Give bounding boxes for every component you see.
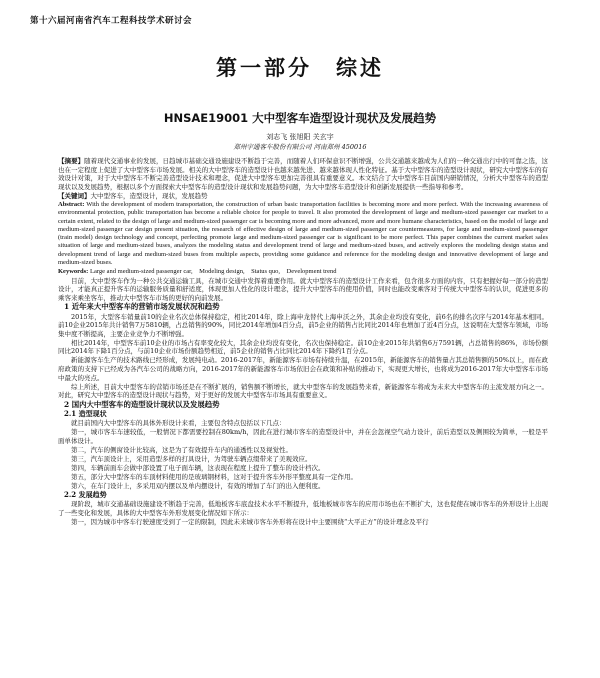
part-title: 第一部分 综述 (216, 55, 384, 80)
list-item: 第五，部分大中型客车的车顶材料使用的是玻璃钢材料，这对于提升客车外形平整度具有一定作用。 (71, 473, 357, 482)
section-2-heading: 2 国内大中型客车的造型设计现状以及发展趋势 (64, 399, 220, 409)
section-1-paragraph: 综上所述，目前大中型客车的营销市场还是在不断扩展的，销售额不断增长，就大中型客车的发展趋势来看，新能源客车将成为未来大中型客车的主流发展方向之一。对此，研究大中型客车的造型设计现状与趋势，对于更好的发展大中型客车市场具有重要意义。 (58, 382, 548, 400)
section-2-paragraph: 第一，因为城市中客车行驶速度受到了一定的限制，因此未来城市客车外形将在设计中主要围绕“大平正方”的设计理念及平行 (71, 518, 429, 527)
abstract-en-text: With the development of modern transportation, the construction of urban basic transportation facilities is becoming more and more perfect. With the increasing awareness of environmental protection, public transportation has become a reliable choice for people to travel. It also promoted the development of large and medium-sized passenger car market to a certain extent, related to the design of large and medium-sized passenger car is becoming more and more advanced, more and more humane characteristics, based on the model of large and medium-sized passenger car design present situation, the research of effective design of large and medium-sized passenger car countermeasures, for large and medium-sized passenger (train model) design technology and concept, perfecting promote large and medium-sized passenger car is significant to be more perfect. This paper combines the current market sales situation of large and medium-sized buses, analyzes the modeling status and development trend of large and medium-sized buses, and actively explores the modeling design status and development trend of large and medium-sized buses from multiple aspects, providing some guidance and reference for the modeling design and innovative development of large and medium-sized buses. (58, 200, 548, 267)
abstract-en (58, 201, 548, 267)
keywords-en-text: Large and medium-sized passenger car, Modeling design, Status quo, Development trend (89, 267, 337, 275)
list-item: 第二，汽车的侧窗设计比较高，这是为了有效提升车内的通透性以及视觉性。 (71, 445, 292, 454)
keywords-cn-text: 大中型客车，造型设计，现状，发展趋势 (90, 191, 208, 200)
abstract-cn-text: 随着现代交通事业的发展，日趋城市基础交通设施建设不断趋于完善，而随着人们环保意识不断增强，公共交通越来越成为人们的一种交通出行中的可靠之选，这也在一定程度上促进了大中型客车市场发展。相关的大中型客车的造型设计也越来越先进、越来越体现人性化特征。基于大中型客车的造型设计现状，研究大中型客车的有效设计对策，对于大中型客车不断完善造型设计技术和理念，促进大中型客车更加完善很具有重要意义。本文结合了大中型客车目前国内研销情况，分析大中型客车的造型现状以及发展趋势，根据以多个方面探索大中型客车的造型设计现状和发展趋势问题，为大中型客车造型设计和创新发展提供一些指导和参考。 (58, 157, 549, 191)
paper-affiliation: 郑州宇通客车股份有限公司 河南郑州 450016 (233, 143, 367, 151)
keywords-en (58, 268, 548, 276)
subsection-2-1-heading: 2.1 造型现状 (64, 409, 107, 419)
list-item: 第三，汽车顶设计上，采用造型多样的打具设计，为驾驶车辆点缀带来了美观效应。 (71, 455, 312, 464)
abstract-en-label: Abstract: (58, 200, 85, 208)
section-1-paragraph: 2015年，大型客车销量前10的企业名次总体保持稳定，相比2014年，除上海申龙替代上海申沃之外，其余企业均没有变化，前6名的排名次序与2014年基本相同。前10企业2015年共计销售7万5810辆，占总销售的90%，同比2014年增加4百分点，前5企业的销售占比同比2014年也增加了近4百分点，这说明在大型客车领域，市场集中度不断提高，主要企业竞争力不断增强。 (58, 312, 548, 338)
abstract-cn-label: 【摘要】 (58, 157, 85, 165)
paper-title: HNSAE19001 大中型客车造型设计现状及发展趋势 (163, 111, 437, 125)
section-1-heading: 1 近年来大中型客车的营销市场发展状况和趋势 (64, 302, 220, 312)
section-1-paragraph: 新能源客车生产的技术路线已经形成，发展纯电动。2016-2017年，新能源客车市场有持续升温，在2015年，新能源客车的销售量占其总销售额的50%以上，而在政府政策的支持下已经成为各汽车公司的战略方向，2016-2017年的新能源客车市场依旧会在政策和补贴的推动下，实现更大增长，也将成为2016-2017年大中型客车市场中最大的亮点。 (58, 356, 548, 382)
keywords-cn-label: 【关键词】 (58, 191, 91, 200)
section-2-paragraph: 就目前国内大中型客车的具体外形设计来看，主要包含特点包括以下几点： (71, 419, 286, 428)
intro-paragraph (58, 277, 548, 303)
intro-text: 大中型客车作为一种公共交通运输工具，在城市交通中发挥着重要作用。就大中型客车的造型设计工作来看，包含很多方面的内容，只有把握好每一部分的造型设计，才能真正提升客车的运输服务质量和舒适度，体现更加人性化的设计理念，提升大中型客车的使用价值，同时也能改变乘客对于传统大中型客车的认识，促进更多的乘客来乘坐客车，推动大中型客车市场的更好的向前发展。 (58, 276, 549, 302)
keywords-en-label: Keywords: (58, 267, 89, 275)
journal-header: 第十六届河南省汽车工程科技学术研讨会 (30, 16, 193, 26)
list-item: 第四，车辆前面车会做中部设置了电子面车辆，这表现在程度上提升了整车的设计档次。 (71, 464, 325, 473)
paper-authors: 刘志飞 张旭阳 关玄宇 (266, 133, 334, 141)
section-2-paragraph: 现阶段，城市交通基础设施建设不断趋于完善，低地板客车底盘技术水平不断提升，低地板城市客车的应用市场也在不断扩大，这也促使在城市客车的外形设计上出现了一些变化和发展，具体的大中型客车外形发展变化情况如下所示： (58, 500, 548, 518)
list-item: 第六，在车门设计上，多采用双内摆以及单内摆设计，有效的增加了车门的出入便利度。 (71, 482, 325, 491)
subsection-2-2-heading: 2.2 发展趋势 (64, 490, 107, 500)
paper-body (58, 157, 548, 527)
section-1-paragraph: 相比2014年，中型客车前10企业的市场占有率变化较大，其余企业均没有变化，名次也保持稳定。前10企业2015年共销售6万7591辆，占总销售的86%，市场份额同比2014年下降1百分点，与前10企业市场份额趋势相近，前5企业的销售占比同比2014年下降约1百分点。 (58, 338, 548, 356)
intro-label: 目前， (71, 276, 91, 285)
abstract-cn (58, 157, 548, 191)
list-item: 第一，城市客车车速较低，一般情况下都需要控制在80km/h，因此在进行城市客车的造型设计中，并在会忽视空气动力设计，前后造型以及侧围较为简单，一般是平面单体设计。 (58, 428, 548, 445)
keywords-cn (58, 192, 548, 201)
